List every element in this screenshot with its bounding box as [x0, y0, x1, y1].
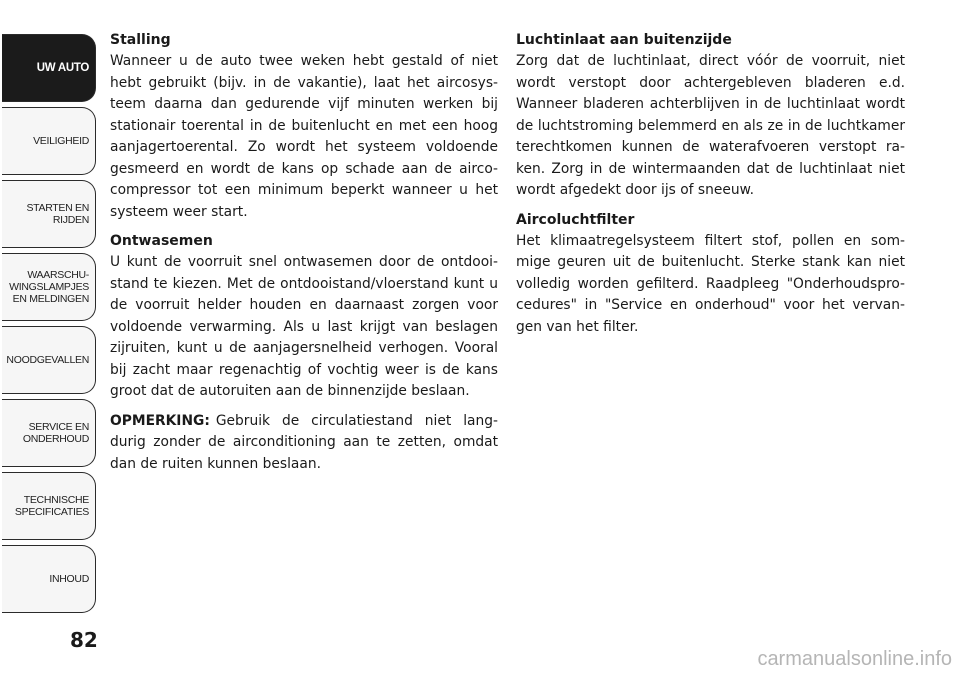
tab-label: STARTEN EN RIJDEN	[26, 202, 89, 226]
section-title-luchtinlaat: Luchtinlaat aan buitenzijde	[516, 32, 732, 48]
left-column	[110, 30, 498, 483]
page-number: 82	[70, 628, 98, 652]
tab-waarschuwingslampjes[interactable]	[2, 253, 96, 321]
tab-label: VEILIGHEID	[33, 135, 89, 147]
note-label: OPMERKING:	[110, 412, 210, 429]
tab-inhoud[interactable]	[2, 545, 96, 613]
note-body: Gebruik de circulatiestand niet lang-durig zonder de airconditioning aan te zetten, omdat dan de ruiten kunnen beslaan.	[110, 412, 498, 472]
tab-label: NOODGEVALLEN	[6, 354, 89, 366]
section-body-aircoluchtfilter: Het klimaatregelsysteem filtert stof, pollen en som-mige geuren uit de buitenlucht. Sterke stank kan niet volledig worden gefilterd. Raadpleeg "Onderhoudspro-cedures" in "Service en onderhoud" voor het vervan-gen van het filter.	[516, 232, 905, 335]
tab-noodgevallen[interactable]	[2, 326, 96, 394]
tab-starten-en-rijden[interactable]	[2, 180, 96, 248]
tab-label: SERVICE EN ONDERHOUD	[22, 421, 89, 445]
tab-veiligheid[interactable]	[2, 107, 96, 175]
note-paragraph	[110, 411, 498, 476]
section-title-ontwasemen: Ontwasemen	[110, 233, 213, 249]
section-body-ontwasemen: U kunt de voorruit snel ontwasemen door de ontdooi-stand te kiezen. Met de ontdooistand/vloerstand kunt u de voorruit helder houden en daarnaast zorgen voor voldoende verwarming. Als u last krijgt van beslagen zijruiten, kunt u de aanjagersnelheid verhogen. Vooral bij zacht maar regenachtig of vochtig weer is de kans groot dat de autoruiten aan de binnenzijde beslaan.	[110, 254, 498, 399]
chapter-tabs	[0, 0, 100, 630]
right-column	[516, 30, 905, 346]
tab-label: INHOUD	[49, 573, 89, 585]
tab-service-en-onderhoud[interactable]	[2, 399, 96, 467]
section-body-stalling: Wanneer u de auto twee weken hebt gestald of niet hebt gebruikt (bijv. in de vakantie), laat het aircosys-teem daarna dan gedurende vijf minuten werken bij stationair toerental in de buitenlucht en met een hoog aanjagertoerental. Zo wordt het systeem voldoende gesmeerd en wordt de kans op schade aan de airco-compressor tot een minimum beperkt wanneer u het systeem weer start.	[110, 53, 498, 220]
tab-technische-specificaties[interactable]	[2, 472, 96, 540]
section-title-aircoluchtfilter: Aircoluchtfilter	[516, 211, 635, 228]
tab-label: TECHNISCHE SPECIFICATIES	[14, 494, 89, 518]
watermark: carmanualsonline.info	[757, 648, 952, 670]
tab-uw-auto[interactable]	[2, 34, 96, 102]
section-body-luchtinlaat: Zorg dat de luchtinlaat, direct vóór de voorruit, niet wordt verstopt door achtergebleven bladeren e.d. Wanneer bladeren achterblijven in de luchtinlaat wordt de luchtstroming belemmerd en als ze in de luchtkamer terechtkomen kunnen de waterafvoeren verstopt ra-ken. Zorg in de wintermaanden dat de luchtinlaat niet wordt afgedekt door ijs of sneeuw.	[516, 53, 905, 198]
tab-label: WAARSCHU- WINGSLAMPJES EN MELDINGEN	[9, 269, 89, 305]
section-title-stalling: Stalling	[110, 32, 171, 48]
tab-label: UW AUTO	[36, 62, 89, 74]
